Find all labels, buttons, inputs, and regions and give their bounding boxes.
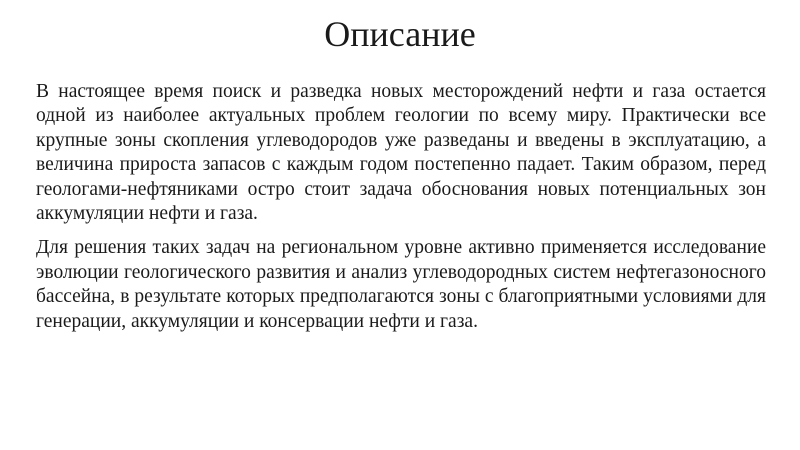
slide-title: Описание: [324, 14, 476, 54]
slide-body: [36, 80, 766, 344]
paragraph-1: В настоящее время поиск и разведка новых месторождений нефти и газа остается одной из наиболее актуальных проблем геологии по всему миру. Практически все крупные зоны скопления углеводородов уже разведаны и введены в эксплуатацию, а величина прироста запасов с каждым годом постепенно падает. Таким образом, перед геологами-нефтяниками остро стоит задача обоснования новых потенциальных зон аккумуляции нефти и газа.: [36, 81, 766, 225]
paragraph-2: Для решения таких задач на региональном уровне активно применяется исследование эволюции геологического развития и анализ углеводородных систем нефтегазоносного бассейна, в результате которых предполагаются зоны с благоприятными условиями для генерации, аккумуляции и консервации нефти и газа.: [36, 237, 766, 332]
